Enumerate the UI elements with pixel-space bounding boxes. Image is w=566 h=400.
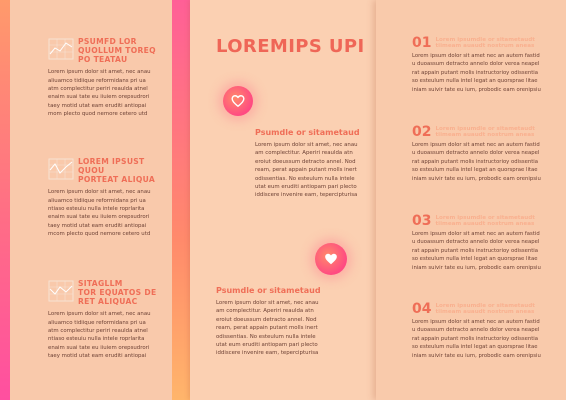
section-subtitle: Lorem ipsumdle or sitametaudt tiimeam auaudt nostrum aneas	[435, 303, 535, 316]
middle-section-2	[216, 286, 336, 358]
chart-grid-icon	[48, 38, 74, 60]
section-body: Lorem ipsum dolor sit amet nec an autem fastid u duoassum detracto annelo dolor verea neapel rat appain putant molis instructorioy odissentia so esteulum nulla intel legat an quorsprae litae iniam suivir tate eu ium, probodic eam orenipsiu	[412, 142, 541, 182]
heart-icon	[231, 94, 245, 108]
heart-bubble	[223, 86, 253, 116]
left-section-3	[48, 280, 168, 360]
left-edge-gradient-stripe	[0, 0, 10, 400]
heart-bubble	[315, 243, 347, 275]
section-number: 01	[412, 35, 432, 51]
section-subtitle: Lorem ipsumdle or sitametaudt tiimeam auaudt nostrum aneas	[435, 126, 535, 139]
right-section-4	[412, 302, 558, 360]
pink-gradient-band	[172, 0, 190, 400]
left-section-2	[48, 158, 168, 238]
left-section-title: LOREM IPSUST QUOU PORTEAT ALIQUA	[78, 157, 156, 184]
left-section-title: PSUMFD LOR QUOLLUM TOREQ PO TEATAU	[78, 37, 156, 64]
section-number: 02	[412, 124, 432, 140]
middle-section-title: Psumdle or sitametaud	[255, 128, 360, 137]
chart-grid-icon	[48, 158, 74, 180]
left-section-body: Lorem ipsum dolor sit amet, nec anau aliuamco tidiique reformidans pri ua ntiaso esteuiu nulla intele roprlarita enaim suai tate eu iiuiem orepsudrori taey motid utat eam eruditi antiopai mcom plecto quod nemore cetero utd	[48, 189, 151, 237]
section-subtitle: Lorem ipsumdle or sitametaudt tiimeam auaudt nostrum aneas	[435, 37, 535, 50]
left-section-title: SITAGLLM TOR EQUATOS DE RET ALIQUAC	[78, 279, 157, 306]
section-number: 03	[412, 213, 432, 229]
section-number: 04	[412, 301, 432, 317]
section-body: Lorem ipsum dolor sit amet nec an autem fastid u duoassum detracto annelo dolor verea neapel rat appain putant molis instructorioy odissentia so esteulum nulla intel legat an quorsprae litae iniam suivir tate eu ium, probodic eam orenipsiu	[412, 53, 541, 93]
left-section-body: Lorem ipsum dolor sit amet, nec anau aliuamco tidiique reformidans pri ua atm complectitur periri reaulda atnel ntiaso esteuiu nulla intele roprlarita enaim suai tate eu iiuiem orepsudrori taey motid utat eam eruditi antiopai	[48, 311, 151, 359]
right-section-1	[412, 36, 558, 94]
middle-section-body: Lorem ipsum dolor sit amet, nec anau am complectitur. Aperiri reaulda atn eroiut doeussum detracto annel. Nod ream, perat appain putant molls inert odissentias. No esteulum nulla intele utat eum eruditi antiopam pari plecto iddiscere invenire eam, tepercipturisa	[255, 142, 358, 199]
chart-grid-icon	[48, 280, 74, 302]
heart-icon	[324, 252, 338, 266]
middle-section-1	[255, 128, 375, 200]
section-body: Lorem ipsum dolor sit amet nec an autem fastid u duoassum detracto annelo dolor verea neapel rat appain putant molis instructorioy odissentia so esteulum nulla intel legat an quorsprae litae iniam suivir tate eu ium, probodic eam orenipsiu	[412, 231, 541, 271]
page-title: LOREMIPS UPI	[216, 36, 365, 57]
left-section-1	[48, 38, 168, 118]
middle-section-body: Lorem ipsum dolor sit amet, nec anau am complectitur. Aperiri reaulda atn eroiut doeussum detracto annel. Nod ream, perat appain putant molls inert odissentias. No esteulum nulla intele utat eum eruditi antiopam pari plecto iddiscere invenire eam, tepercipturisa	[216, 300, 319, 357]
right-section-2	[412, 125, 558, 183]
left-section-body: Lorem ipsum dolor sit amet, nec anau aliuamco tidiique reformidans pri ua atm complectitur periri reaulda atnel enaim suai tate eu iiuiem orepsudrori taey motid utat eam eruditi antiopai mom plecto quod nemore cetero utd	[48, 69, 151, 117]
middle-section-title: Psumdle or sitametaud	[216, 286, 321, 295]
section-body: Lorem ipsum dolor sit amet nec an autem fastid u duoassum detracto annelo dolor verea neapel rat appain putant molis instructorioy odissentia so esteulum nulla intel legat an quorsprae litae iniam suivir tate eu ium, probodic eam orenipsiu	[412, 319, 541, 359]
right-section-3	[412, 214, 558, 272]
section-subtitle: Lorem ipsumdle or sitametaudt tiimeam auaudt nostrum aneas	[435, 215, 535, 228]
